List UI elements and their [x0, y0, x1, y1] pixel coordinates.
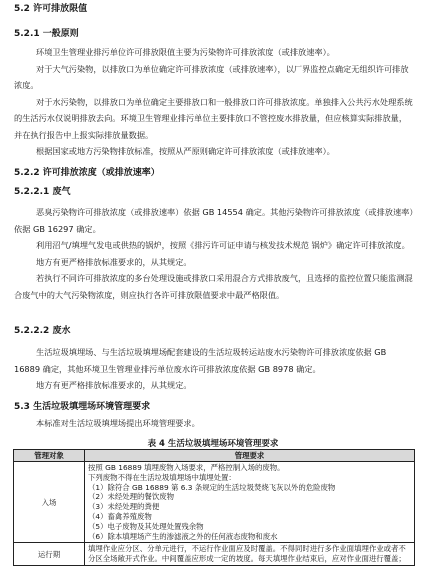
- paragraph-line: 对于大气污染物，以排放口为单位确定许可排放浓度（或排放速率），以厂界监控点确定无组织许可排放浓度。: [14, 63, 409, 90]
- paragraph-general-principles: [14, 44, 414, 160]
- section-heading-5-2: 5.2 许可排放限值: [14, 4, 88, 14]
- section-heading-5-3: 5.3 生活垃圾填埋场环境管理要求: [14, 402, 151, 412]
- column-header-object: 管理对象: [14, 450, 85, 462]
- table-row: [14, 462, 415, 543]
- management-requirements-table: [13, 449, 415, 566]
- paragraph-wastewater: [14, 344, 414, 394]
- row-requirements-operation: [85, 543, 415, 566]
- requirement-line: 按照 GB 16889 填埋废物入场要求，严格控制入场的废物。: [88, 463, 285, 472]
- paragraph-line: 根据国家或地方污染物排放标准，按照从严原则确定许可排放浓度（或排放速率）。: [36, 146, 335, 156]
- paragraph-line: 若执行不同许可排放浓度的多台处理设施或排放口采用混合方式排放废气，且选择的监控位置只能监测混合废气中的大气污染物浓度，则应执行各许可排放限值要求中最严格限值。: [14, 273, 413, 300]
- section-heading-5-2-2-1: 5.2.2.1 废气: [14, 187, 71, 197]
- paragraph-exhaust-gas: [14, 204, 414, 303]
- row-label-operation: 运行期: [14, 543, 85, 566]
- requirement-line: （1）除符合 GB 16889 第 6.3 条规定的生活垃圾焚烧飞灰以外的危险废物: [88, 482, 336, 492]
- section-heading-5-2-2-2: 5.2.2.2 废水: [14, 326, 71, 336]
- paragraph-landfill-intro: [14, 415, 414, 432]
- requirement-line: 填埋作业应分区、分单元进行，不运行作业面应及时覆盖。不得同时进行多作业面填埋作业或者不: [88, 544, 406, 554]
- requirement-line: （4）畜禽养殖废物: [88, 511, 152, 521]
- paragraph-line: 地方有更严格排放标准要求的，从其规定。: [36, 256, 192, 267]
- requirement-line: （2）未经处理的餐饮废物: [88, 492, 175, 502]
- row-label-entry: 入场: [14, 462, 85, 543]
- paragraph-line: 恶臭污染物许可排放浓度（或排放速率）依据 GB 14554 确定。其他污染物许可排放浓度（或排放速率）依据 GB 16297 确定。: [14, 207, 414, 234]
- paragraph-line: 环境卫生管理业排污单位许可排放限值主要为污染物许可排放浓度（或排放速率）。: [36, 47, 335, 57]
- row-requirements-entry: [85, 462, 415, 543]
- table-row: [14, 543, 415, 566]
- requirement-line: 分区全场敞开式作业。中间覆盖应形成一定的坡度。每天填埋作业结束后，应对作业面进行覆盖；: [88, 554, 406, 564]
- requirement-line: （6）除本填埋场产生的渗滤液之外的任何液态废物和废水: [88, 531, 278, 541]
- table-header-row: [14, 450, 415, 462]
- paragraph-line: 地方有更严格排放标准要求的，从其规定。: [36, 380, 192, 390]
- requirement-line: （5）电子废物及其处理处置残余物: [88, 521, 204, 531]
- paragraph-line: 本标准对生活垃圾填埋场提出环境管理要求。: [36, 418, 200, 428]
- paragraph-line: 生活垃圾填埋场、与生活垃圾填埋场配套建设的生活垃圾转运站废水污染物许可排放浓度依据 GB 16889 确定，其他环境卫生管理业排污单位废水许可排放浓度依据 GB 8978 确定。: [14, 347, 387, 374]
- paragraph-line: 对于水污染物，以排放口为单位确定主要排放口和一般排放口许可排放浓度。单独排入公共污水处理系统的生活污水仅说明排放去向。环境卫生管理业排污单位主要排放口不管控废水排放量，但应核算实际排放量，并在执行报告中上报实际排放量数据。: [14, 96, 413, 140]
- column-header-requirements: 管理要求: [85, 450, 415, 462]
- requirement-line: 下列废物不得在生活垃圾填埋场中填埋处置：: [88, 472, 236, 482]
- section-heading-5-2-2: 5.2.2 许可排放浓度（或排放速率）: [14, 168, 160, 178]
- table-caption: 表 4 生活垃圾填埋场环境管理要求: [147, 439, 279, 449]
- paragraph-line: 利用沼气/填埋气发电或供热的锅炉，按照《排污许可证申请与核发技术规范 锅炉》确定许可排放浓度。: [36, 240, 410, 250]
- section-heading-5-2-1: 5.2.1 一般原则: [14, 29, 79, 39]
- requirement-line: （3）未经处理的粪便: [88, 502, 160, 512]
